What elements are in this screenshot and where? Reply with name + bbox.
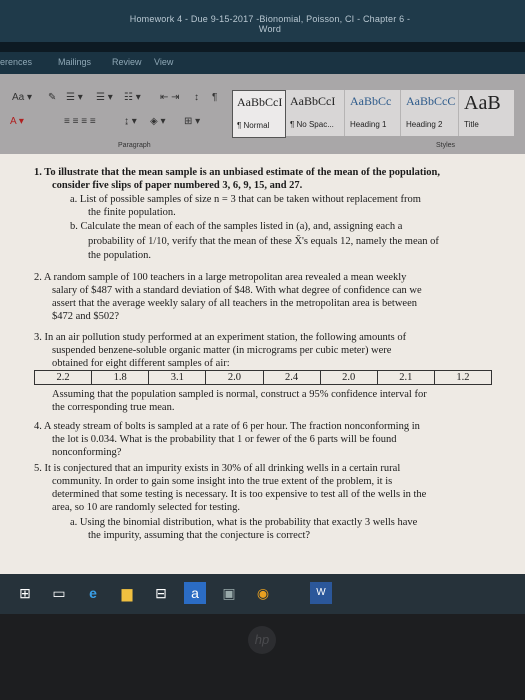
hp-logo: hp xyxy=(248,626,276,654)
problem-3-line-5: the corresponding true mean. xyxy=(52,402,175,413)
numbering-icon[interactable]: ☰ ▾ xyxy=(96,92,113,103)
laptop-bezel xyxy=(0,614,525,700)
multilevel-list-icon[interactable]: ☷ ▾ xyxy=(124,92,141,103)
problem-1a-line-1: a. List of possible samples of size n = 3 that can be taken without replacement from xyxy=(70,194,421,205)
bullets-icon[interactable]: ☰ ▾ xyxy=(66,92,83,103)
tab-view[interactable]: View xyxy=(154,57,174,67)
problem-5a-line-2: the impurity, assuming that the conjecture is correct? xyxy=(88,530,311,541)
problem-2-line-1: 2. A random sample of 100 teachers in a large metropolitan area revealed a mean weekly xyxy=(34,272,407,283)
style-heading-2[interactable]: AaBbCcC Heading 2 xyxy=(402,90,459,136)
tab-references[interactable]: erences xyxy=(0,57,33,67)
problem-5-line-3: determined that some testing is necessary. It is too expensive to test all of the wells in the xyxy=(52,489,427,500)
sort-icon[interactable]: ↕ xyxy=(194,92,199,103)
air-samples-table xyxy=(34,370,492,385)
style-heading-1[interactable]: AaBbCc Heading 1 xyxy=(346,90,401,136)
styles-gallery xyxy=(232,90,514,136)
problem-3-line-1: 3. In an air pollution study performed at an experiment station, the following amounts of xyxy=(34,332,407,343)
problem-1a-line-2: the finite population. xyxy=(88,207,176,218)
title-bar xyxy=(0,0,525,42)
ribbon-tabs xyxy=(0,52,525,74)
problem-1b-line-2: probability of 1/10, verify that the mean of these X̄'s equals 12, namely the mean of xyxy=(88,236,439,247)
task-view-icon[interactable]: ▭ xyxy=(52,585,66,601)
ribbon xyxy=(0,74,525,154)
tab-mailings[interactable]: Mailings xyxy=(58,57,92,67)
table-cell: 3.1 xyxy=(149,371,206,384)
problem-1b-line-1: b. Calculate the mean of each of the samples listed in (a), and, assigning each a xyxy=(70,221,403,232)
borders-icon[interactable]: ⊞ ▾ xyxy=(184,116,201,127)
problem-3-line-2: suspended benzene-soluble organic matter (in micrograms per cubic meter) were xyxy=(52,345,392,356)
style-title[interactable]: AaB Title xyxy=(464,92,501,129)
document-body xyxy=(0,154,525,574)
table-cell: 2.4 xyxy=(264,371,321,384)
style-no-spacing[interactable]: AaBbCcI ¶ No Spac... xyxy=(286,90,345,136)
table-cell: 1.2 xyxy=(456,372,470,383)
app-icon[interactable]: a xyxy=(184,582,206,604)
store-icon[interactable]: ⊟ xyxy=(155,585,167,601)
styles-group-label: Styles xyxy=(436,142,456,149)
pilcrow-icon[interactable]: ¶ xyxy=(212,92,218,103)
window-title: Homework 4 - Due 9-15-2017 -Bionomial, Poisson, CI - Chapter 6 - Word xyxy=(129,14,411,34)
chrome-icon[interactable]: ◉ xyxy=(256,585,270,601)
problem-4-line-2: the lot is 0.034. What is the probability that 1 or fewer of the 6 parts will be found xyxy=(52,434,397,445)
start-icon[interactable]: ⊞ xyxy=(19,585,31,601)
problem-4-line-3: nonconforming? xyxy=(52,447,122,458)
photos-icon[interactable]: ▣ xyxy=(222,585,236,601)
problem-1-line-2: consider five slips of paper numbered 3, 6, 9, 15, and 27. xyxy=(52,180,303,191)
problem-5-line-1: 5. It is conjectured that an impurity exists in 30% of all drinking wells in a certain rural xyxy=(34,463,401,474)
table-cell: 2.0 xyxy=(321,371,378,384)
problem-2-line-3: assert that the average weekly salary of all teachers in the metropolitan area is between xyxy=(52,298,418,309)
problem-5-line-2: community. In order to gain some insight into the true extent of the problem, it is xyxy=(52,476,393,487)
indent-icon[interactable]: ⇤ ⇥ xyxy=(160,92,180,103)
font-color-icon[interactable]: A ▾ xyxy=(10,116,24,127)
problem-3-line-4: Assuming that the population sampled is normal, construct a 95% confidence interval for xyxy=(52,389,427,400)
clear-formatting-icon[interactable]: ✎ xyxy=(48,92,57,103)
table-cell: 2.1 xyxy=(378,371,435,384)
file-explorer-icon[interactable]: ▆ xyxy=(121,585,133,601)
problem-4-line-1: 4. A steady stream of bolts is sampled at a rate of 6 per hour. The fraction nonconforming in xyxy=(34,421,420,432)
problem-3-line-3: obtained for eight different samples of air: xyxy=(52,358,230,369)
align-icon[interactable]: ≡ ≡ ≡ ≡ xyxy=(64,116,96,127)
taskbar xyxy=(0,574,525,614)
tab-review[interactable]: Review xyxy=(112,57,142,67)
shading-icon[interactable]: ◈ ▾ xyxy=(150,116,166,127)
table-cell: 1.8 xyxy=(92,371,149,384)
paragraph-group-label: Paragraph xyxy=(118,142,151,149)
line-spacing-icon[interactable]: ↨ ▾ xyxy=(124,116,137,127)
problem-5a-line-1: a. Using the binomial distribution, what is the probability that exactly 3 wells have xyxy=(70,517,418,528)
style-normal[interactable]: AaBbCcI ¶ Normal xyxy=(232,90,286,138)
problem-5-line-4: area, so 10 are randomly selected for testing. xyxy=(52,502,241,513)
problem-2-line-4: $472 and $502? xyxy=(52,311,120,322)
problem-1-line-1: 1. To illustrate that the mean sample is an unbiased estimate of the mean of the population, xyxy=(34,167,441,178)
problem-1b-line-3: the population. xyxy=(88,250,151,261)
table-cell: 2.2 xyxy=(35,371,92,384)
edge-icon[interactable]: e xyxy=(89,585,97,601)
table-cell: 2.0 xyxy=(206,371,263,384)
problem-2-line-2: salary of $487 with a standard deviation of $48. With what degree of confidence can we xyxy=(52,285,422,296)
word-icon[interactable]: W xyxy=(310,582,332,604)
font-size-icon[interactable]: Aa ▾ xyxy=(12,92,33,103)
document-page[interactable] xyxy=(0,154,525,574)
